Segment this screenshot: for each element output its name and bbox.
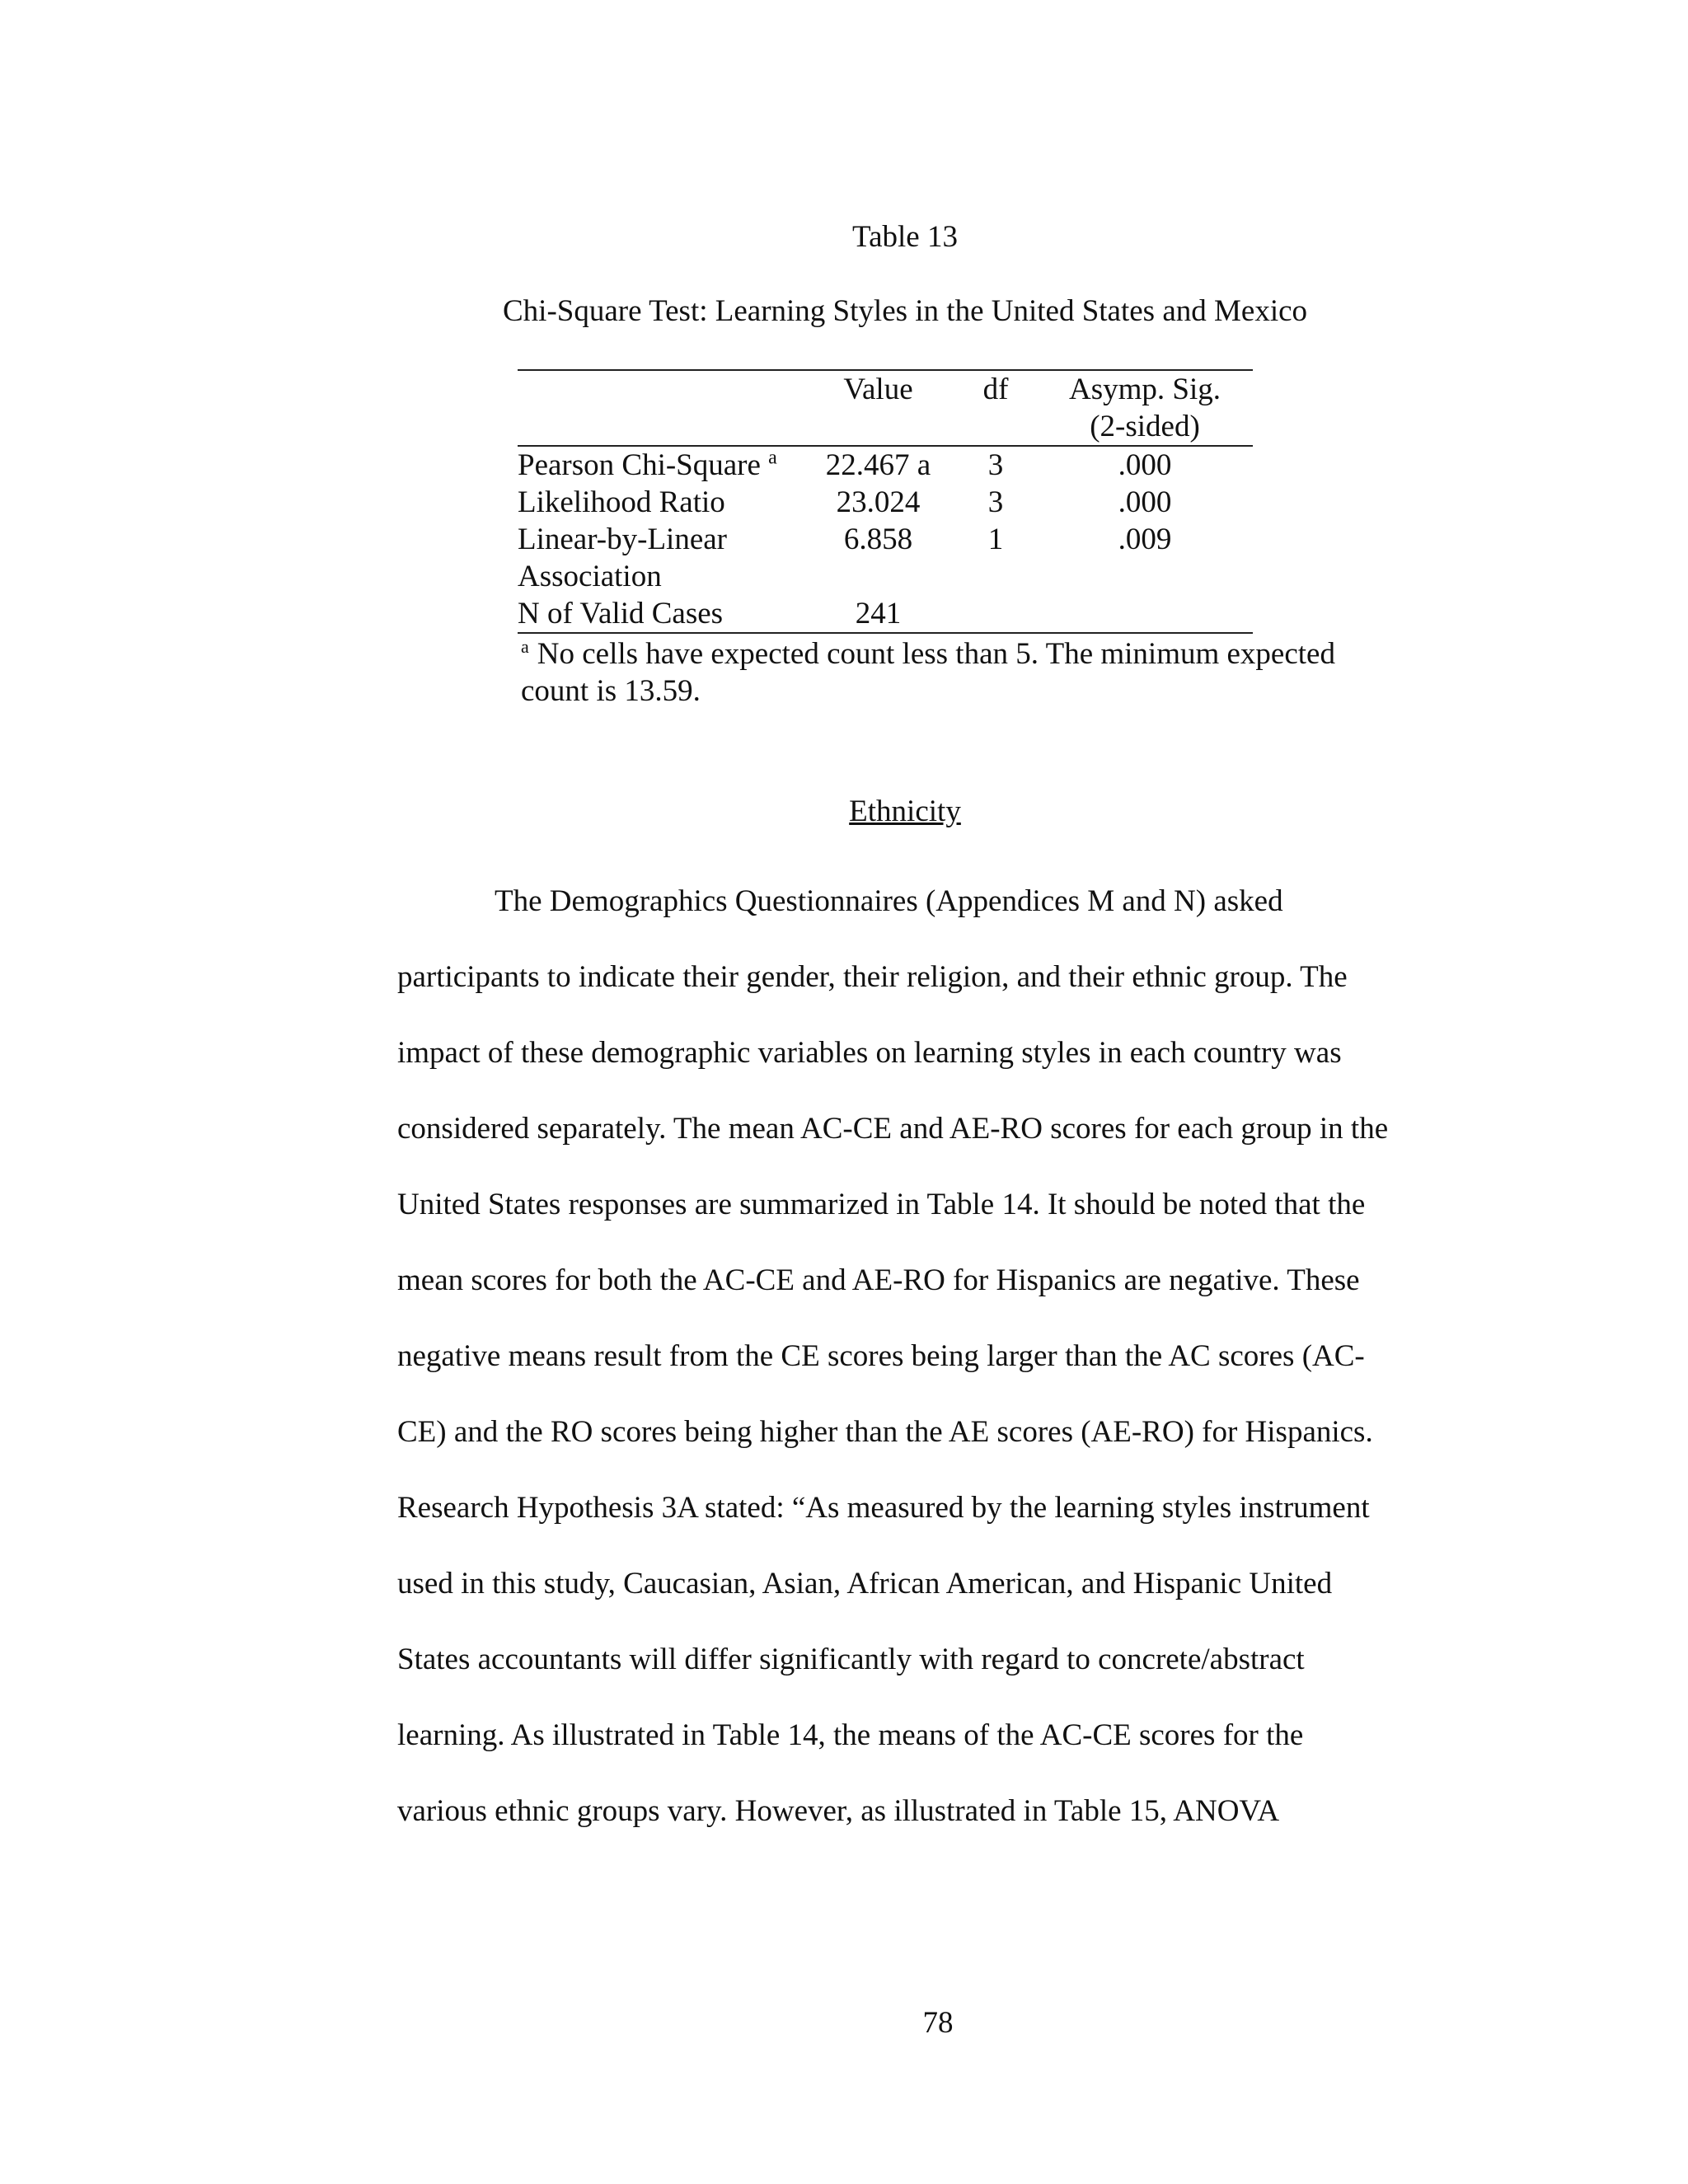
table-row (518, 558, 1253, 595)
row-value: 241 (855, 597, 902, 630)
paragraph-line: CE) and the RO scores being higher than the AE scores (AE-RO) for Hispanics. (397, 1415, 1373, 1449)
footnote-line-2: count is 13.59. (521, 674, 701, 708)
row-sig: .009 (1118, 523, 1172, 556)
row-sig (1037, 558, 1253, 595)
paragraph-line: used in this study, Caucasian, Asian, African American, and Hispanic United (397, 1567, 1333, 1601)
header-empty-cell (954, 408, 1037, 446)
paragraph-line: mean scores for both the AC-CE and AE-RO for Hispanics are negative. These (397, 1263, 1360, 1297)
row-label: Likelihood Ratio (518, 485, 725, 519)
row-value: 22.467 a (825, 448, 931, 482)
row-df (954, 595, 1037, 633)
table-label: Table 13 (852, 220, 958, 254)
header-sig-sub: (2-sided) (1090, 410, 1200, 443)
row-label-superscript: a (768, 447, 777, 469)
row-label: Association (518, 560, 662, 593)
row-value: 23.024 (836, 485, 921, 519)
table-row (518, 595, 1253, 633)
table-row (518, 521, 1253, 558)
row-sig: .000 (1118, 448, 1172, 482)
paragraph-line: Research Hypothesis 3A stated: “As measured by the learning styles instrument (397, 1491, 1370, 1525)
footnote-line-1 (521, 635, 1428, 673)
row-value (802, 558, 954, 595)
row-label: Linear-by-Linear (518, 523, 727, 556)
footnote-marker: a (521, 635, 529, 657)
header-df: df (982, 373, 1009, 406)
row-df: 1 (987, 523, 1004, 556)
row-df: 3 (987, 448, 1004, 482)
section-heading: Ethnicity (849, 794, 961, 828)
chi-square-table (518, 369, 1253, 634)
page-number: 78 (922, 2006, 954, 2040)
table-header (518, 370, 1253, 446)
paragraph-line: various ethnic groups vary. However, as illustrated in Table 15, ANOVA (397, 1794, 1280, 1828)
row-label (518, 446, 802, 484)
paragraph-line: participants to indicate their gender, their religion, and their ethnic group. The (397, 960, 1348, 994)
row-df: 3 (987, 485, 1004, 519)
table-title: Chi-Square Test: Learning Styles in the United States and Mexico (503, 294, 1308, 328)
row-label-text: Pearson Chi-Square (518, 448, 761, 482)
table-body (518, 446, 1253, 633)
footnote-text-1: No cells have expected count less than 5. The minimum expected (537, 637, 1335, 671)
header-label-cell (518, 370, 802, 408)
row-sig (1037, 595, 1253, 633)
row-df (954, 558, 1037, 595)
header-empty-cell (802, 408, 954, 446)
paragraph-line: States accountants will differ significantly with regard to concrete/abstract (397, 1643, 1305, 1676)
paragraph-line: negative means result from the CE scores being larger than the AC scores (AC- (397, 1339, 1365, 1373)
body-paragraph (397, 864, 1477, 1849)
header-empty-cell (518, 408, 802, 446)
header-value: Value (843, 373, 913, 406)
paragraph-line: The Demographics Questionnaires (Appendices M and N) asked (495, 884, 1283, 918)
paragraph-line: learning. As illustrated in Table 14, the means of the AC-CE scores for the (397, 1718, 1304, 1752)
header-row-2 (518, 408, 1253, 446)
paragraph-line: United States responses are summarized in Table 14. It should be noted that the (397, 1188, 1366, 1221)
row-sig: .000 (1118, 485, 1172, 519)
table-row (518, 446, 1253, 484)
header-row-1 (518, 370, 1253, 408)
paragraph-line: impact of these demographic variables on learning styles in each country was (397, 1036, 1342, 1070)
row-label: N of Valid Cases (518, 597, 724, 630)
paragraph-line: considered separately. The mean AC-CE and AE-RO scores for each group in the (397, 1112, 1389, 1146)
header-sig: Asymp. Sig. (1068, 373, 1221, 406)
table-footnote (521, 635, 1428, 710)
table-row (518, 484, 1253, 521)
row-value: 6.858 (843, 523, 913, 556)
